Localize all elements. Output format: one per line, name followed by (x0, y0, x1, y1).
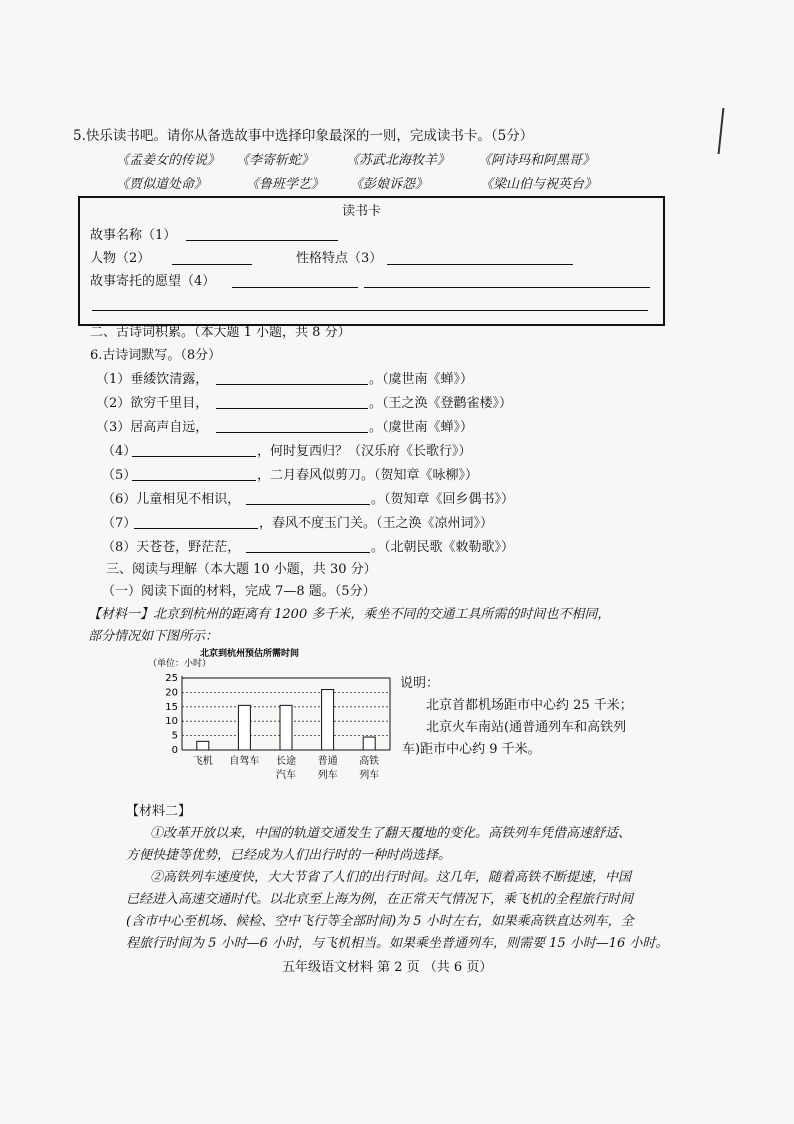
x-category-label: 列车 (317, 770, 338, 781)
poem-source: 。（王之涣《登鹳雀楼》） (369, 396, 513, 411)
poem-line-num: （5） (102, 468, 137, 483)
chart-ylabel: （单位：小时） (148, 659, 212, 669)
page-footer: 五年级语文材料 第 2 页 （共 6 页） (282, 960, 493, 975)
bar (363, 737, 375, 750)
section2-heading: 二、古诗词积累。（本大题 1 小题，共 8 分） (90, 325, 351, 340)
poem-line-num: （1）垂緌饮清露， (96, 372, 209, 387)
story-name-field[interactable] (186, 226, 338, 241)
x-category-label: 长途 (276, 756, 296, 767)
note-title: 说明： (400, 676, 440, 691)
y-tick-label: 25 (165, 673, 178, 684)
note-line: 北京首都机场距市中心约 25 千米； (426, 698, 633, 713)
y-tick-label: 5 (171, 730, 178, 742)
wish-field-1[interactable] (232, 273, 358, 288)
y-tick-label: 10 (165, 716, 178, 728)
poem-line-num: （3）居高声自远， (96, 420, 209, 435)
material1-line1: 【材料一】北京到杭州的距离有 1200 多千米，乘坐不同的交通工具所需的时间也不相同， (88, 607, 611, 622)
poem-blank[interactable] (216, 370, 368, 385)
q6-prompt: 6.古诗词默写。（8分） (90, 348, 222, 363)
bar (322, 690, 334, 750)
poem-line-num: （7） (102, 516, 137, 531)
poem-source: 。（贺知章《回乡偶书》） (371, 492, 515, 507)
section3-heading: 三、阅读与理解（本大题 10 小题，共 30 分） (106, 562, 377, 577)
poem-source: ，春风不度玉门关。（王之涣《凉州词》） (259, 516, 494, 531)
poem-line-num: （8）天苍苍，野茫茫， (102, 540, 241, 555)
story-option: 《贾似道处命》 (116, 177, 208, 192)
trait-label: 性格特点（3） (296, 251, 383, 266)
y-tick-label: 20 (165, 687, 178, 699)
material2-paragraph: (含市中心至机场、候检、空中飞行等全部时间)为 5 小时左右，如果乘高铁直达列车，全 (126, 914, 634, 929)
poem-source: ，二月春风似剪刀。（贺知章《咏柳》） (257, 468, 479, 483)
poem-source: ，何时复西归？（汉乐府《长歌行》） (257, 444, 472, 459)
poem-blank[interactable] (216, 418, 368, 433)
material1-line2: 部分情况如下图所示： (88, 629, 219, 644)
wish-field-2[interactable] (364, 273, 650, 288)
material2-paragraph: 已经进入高速交通时代。以北京至上海为例，在正常天气情况下，乘飞机的全程旅行时间 (126, 892, 634, 907)
note-line: 北京火车南站(通普通列车和高铁列 (426, 720, 627, 735)
story-option: 《阿诗玛和阿黑哥》 (478, 153, 596, 168)
trait-field[interactable] (387, 250, 573, 265)
travel-time-chart (140, 642, 400, 792)
reading-card-title: 读书卡 (342, 204, 382, 219)
material2-paragraph: ①改革开放以来，中国的轨道交通发生了翻天覆地的变化。高铁列车凭借高速舒适、 (150, 826, 632, 841)
x-category-label: 自驾车 (229, 756, 260, 767)
x-category-label: 飞机 (192, 756, 213, 767)
person-field[interactable] (172, 250, 252, 265)
poem-blank[interactable] (246, 490, 370, 505)
wish-label: 故事寄托的愿望（4） (90, 274, 216, 289)
poem-line-num: （4） (102, 444, 137, 459)
story-option: 《孟姜女的传说》 (116, 153, 221, 168)
wish-field-3[interactable] (92, 296, 648, 311)
material2-title: 【材料二】 (126, 804, 192, 819)
poem-line-num: （2）欲穷千里目， (96, 396, 209, 411)
poem-source: 。（北朝民歌《敕勒歌》） (371, 540, 515, 555)
x-category-label: 列车 (359, 770, 380, 781)
bar (197, 741, 209, 750)
poem-blank[interactable] (216, 394, 368, 409)
story-option: 《彭娘诉怨》 (350, 177, 429, 192)
poem-blank[interactable] (134, 514, 258, 529)
q5-prompt: 5.快乐读书吧。请你从备选故事中选择印象最深的一则，完成读书卡。（5分） (73, 128, 534, 144)
poem-source: 。（虞世南《蝉》） (369, 420, 474, 435)
story-option: 《鲁班学艺》 (246, 177, 325, 192)
story-option: 《李寄斩蛇》 (236, 153, 315, 168)
note-line: 车)距市中心约 9 千米。 (402, 742, 541, 757)
y-tick-label: 15 (165, 701, 178, 713)
scan-edge-mark (710, 108, 725, 154)
story-option: 《梁山伯与祝英台》 (480, 177, 598, 192)
x-category-label: 普通 (317, 756, 338, 767)
story-name-label: 故事名称（1） (90, 228, 177, 243)
poem-line-num: （6）儿童相见不相识， (102, 492, 241, 507)
bar (238, 705, 250, 750)
material2-paragraph: 方便快捷等优势，已经成为人们出行时的一种时尚选择。 (126, 848, 452, 863)
x-category-label: 高铁 (359, 756, 380, 767)
x-category-label: 汽车 (276, 770, 296, 781)
poem-blank[interactable] (132, 442, 256, 457)
material2-paragraph: 程旅行时间为 5 小时—6 小时，与飞机相当。如果乘坐普通列车，则需要 15 小时—16 小时。 (126, 936, 669, 951)
poem-source: 。（虞世南《蝉》） (369, 372, 474, 387)
story-option: 《苏武北海牧羊》 (346, 153, 451, 168)
y-tick-label: 0 (171, 745, 178, 756)
poem-blank[interactable] (132, 466, 256, 481)
person-label: 人物（2） (90, 251, 151, 266)
material2-paragraph: ②高铁列车速度快，大大节省了人们的出行时间。这几年，随着高铁不断提速，中国 (150, 870, 632, 885)
poem-blank[interactable] (246, 538, 370, 553)
bar (280, 705, 292, 750)
chart-title: 北京到杭州预估所需时间 (200, 649, 300, 659)
section3-sub1: （一）阅读下面的材料，完成 7—8 题。（5分） (102, 584, 376, 599)
